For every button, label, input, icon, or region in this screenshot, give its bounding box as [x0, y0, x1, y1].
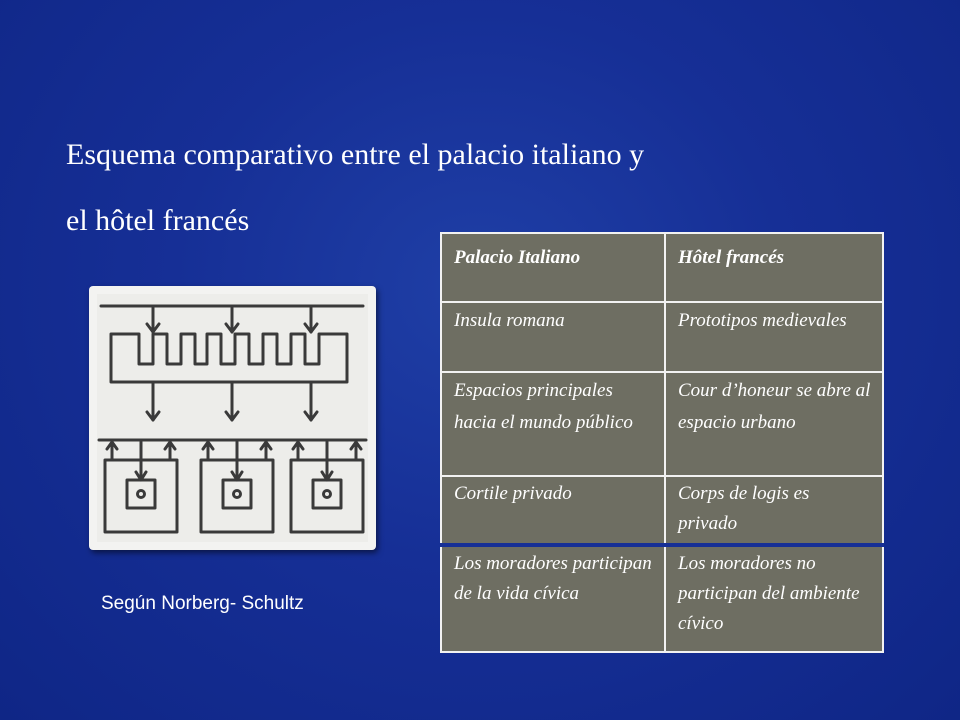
- table-row: [441, 476, 883, 545]
- table-row: [441, 372, 883, 476]
- header-hotel-frances: Hôtel francés: [665, 233, 883, 302]
- table-cell: Los moradores participan de la vida cívica: [441, 545, 665, 652]
- table-cell: Cortile privado: [441, 476, 665, 545]
- slide-title-line-1: Esquema comparativo entre el palacio italiano y: [66, 138, 645, 171]
- table-cell: Espacios principales hacia el mundo público: [441, 372, 665, 476]
- slide-title-line-2: el hôtel francés: [66, 204, 250, 237]
- table-cell: Cour d’honeur se abre al espacio urbano: [665, 372, 883, 476]
- table-cell: Corps de logis es privado: [665, 476, 883, 545]
- norberg-schultz-diagram: [89, 286, 376, 550]
- comparison-table: [440, 232, 884, 653]
- palace-vs-hotel-diagram-icon: [97, 294, 368, 542]
- table-cell: Prototipos medievales: [665, 302, 883, 372]
- table-row: [441, 545, 883, 652]
- table-header-row: [441, 233, 883, 302]
- table-cell: Insula romana: [441, 302, 665, 372]
- table-row: [441, 302, 883, 372]
- table-cell: Los moradores no participan del ambiente cívico: [665, 545, 883, 652]
- figure-caption: Según Norberg- Schultz: [101, 593, 304, 614]
- header-palacio-italiano: Palacio Italiano: [441, 233, 665, 302]
